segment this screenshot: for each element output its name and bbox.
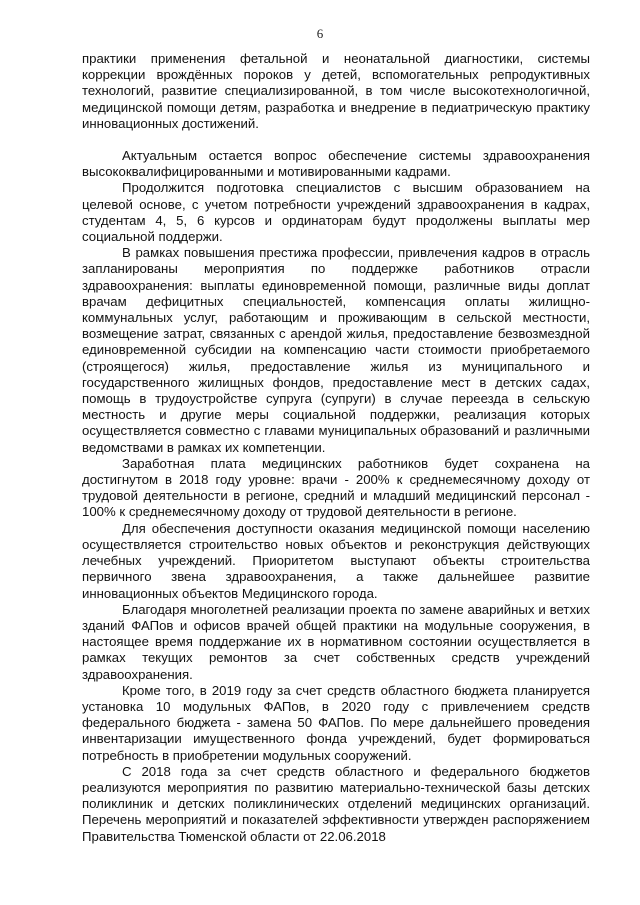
page-number: 6: [316, 26, 324, 41]
paragraph-6: Для обеспечения доступности оказания медицинской помощи населению осуществляется строительство новых объектов и реконструкция действующих лечебных учреждений. Приоритетом выступают объекты строительства первичного звена здравоохранения, а также дальнейшее развитие инновационных объектов Медицинского города.: [82, 520, 590, 601]
paragraph-5: Заработная плата медицинских работников будет сохранена на достигнутом в 2018 году уровне: врачи - 200% к среднемесячному доходу от трудовой деятельности в регионе, средний и младший медицинский персонал - 100% к среднемесячному доходу от трудовой деятельности в регионе.: [82, 455, 590, 520]
paragraph-7: Благодаря многолетней реализации проекта по замене аварийных и ветхих зданий ФАПов и офисов врачей общей практики на модульные сооружения, в настоящее время поддержание их в нормативном состоянии осуществляется в рамках текущих ремонтов за счет собственных средств учреждений здравоохранения.: [82, 601, 590, 682]
paragraph-2: Актуальным остается вопрос обеспечение системы здравоохранения высококвалифицированными и мотивированными кадрами.: [82, 148, 590, 180]
paragraph-8: Кроме того, в 2019 году за счет средств областного бюджета планируется установка 10 модульных ФАПов, в 2020 году с привлечением средств федерального бюджета - замена 50 ФАПов. По мере дальнейшего проведения инвентаризации имущественного фонда учреждений, будет формироваться потребность в приобретении модульных сооружений.: [82, 682, 590, 763]
paragraph-4: В рамках повышения престижа профессии, привлечения кадров в отрасль запланированы мероприятия по поддержке работников отрасли здравоохранения: выплаты единовременной помощи, различные виды доплат врачам дефицитных специальностей, компенсация оплаты жилищно-коммунальных услуг, работающим и проживающим в сельской местности, возмещение затрат, связанных с арендой жилья, предоставление безвозмездной единовременной субсидии на компенсацию части стоимости приобретаемого (строящегося) жилья, предоставление жилья из муниципального и государственного жилищных фондов, предоставление мест в детских садах, помощь в трудоустройстве супруга (супруги) в случае переезда в сельскую местность и другие меры социальной поддержки, реализация которых осуществляется совместно с главами муниципальных образований и различными ведомствами в рамках их компетенции.: [82, 245, 590, 455]
document-body: [82, 51, 590, 845]
paragraph-3: Продолжится подготовка специалистов с высшим образованием на целевой основе, с учетом потребности учреждений здравоохранения в кадрах, студентам 4, 5, 6 курсов и ординаторам будут продолжены выплаты мер социальной поддержи.: [82, 180, 590, 245]
paragraph-9: С 2018 года за счет средств областного и федерального бюджетов реализуются мероприятия по развитию материально-технической базы детских поликлиник и детских поликлинических отделений медицинских организаций. Перечень мероприятий и показателей эффективности утвержден распоряжением Правительства Тюменской области от 22.06.2018: [82, 763, 590, 844]
paragraph-1: практики применения фетальной и неонатальной диагностики, системы коррекции врождённых пороков у детей, вспомогательных репродуктивных технологий, развитие специализированной, в том числе высокотехнологичной, медицинской помощи детям, разработка и внедрение в педиатрическую практику инновационных достижений.: [82, 51, 590, 131]
